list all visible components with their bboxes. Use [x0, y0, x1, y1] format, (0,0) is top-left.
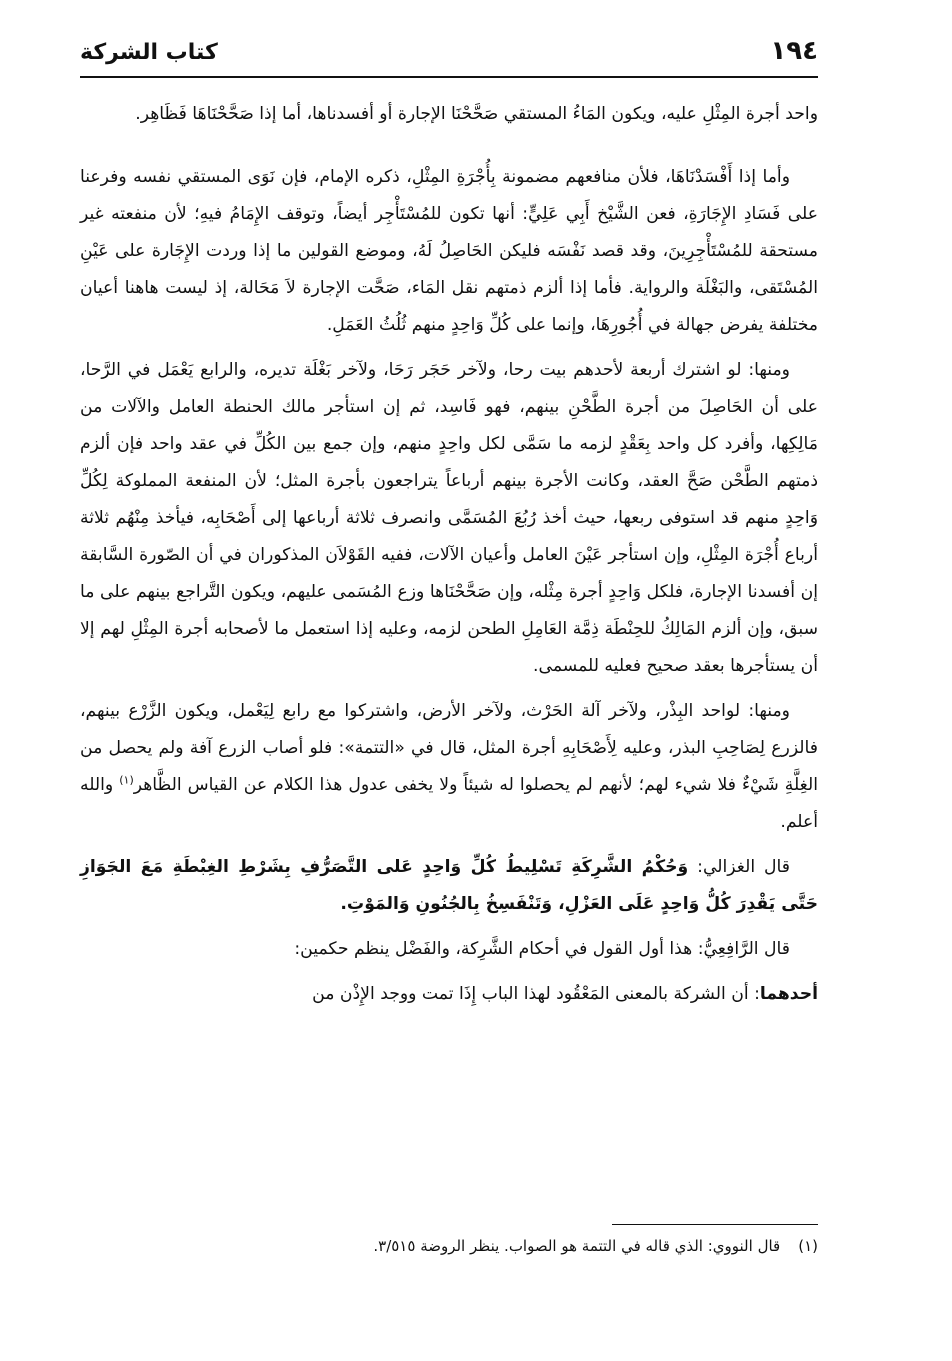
paragraph-7-text: : أن الشركة بالمعنى المَعْقُود لهذا الباب إِذَا تمت ووجد الإِذْن من — [312, 984, 760, 1004]
body-text — [80, 96, 818, 1021]
paragraph-2: وأما إذا أَفْسَدْنَاهَا، فلأن منافعهم مضمونة بِأُجْرَةِ المِثْلِ، ذكره الإمام، فإن نَوَى المستقي نفسه وفرعنا على فَسَادِ الإِجَارَةِ، فعن الشَّيْخ أَبِي عَلِيٍّ: أنها تكون للمُسْتَأْجِر أيضاً، وتوقف الإِمَامُ فيهِ؛ لأن منفعته غير مستحقة للمُسْتَأْجِرِينَ، وقد قصد نَفْسَه فليكن الحَاصِلُ لَهُ، وموضع القولين ما إذا وردت الإِجَارة على عَيْنِ المُسْتَقى، والبَغْلَة والرواية. فأما إذا ألزم ذمتهم نقل المَاء، صَحَّت الإجارة لاَ مَحَالة، إذ ليست هاهنا أعيان مختلفة يفرض جهالة في أُجُورِهَا، وإنما على كُلِّ وَاحِدٍ منهم ثُلُثُ العَمَلِ. — [80, 167, 818, 335]
paragraph-3: ومنها: لو اشترك أربعة لأحدهم بيت رحا، ولآخر حَجَر رَحَا، ولآخر بَغْلَة تديره، والرابع يَعْمَل في الرَّحا، على أن الحَاصِلَ من أجرة الطَّحْنِ بينهم، فهو فَاسِد، ثم إن استأجر مالك الحنطة العامل والآلات من مَالِكِها، وأفرد كل واحد بِعَقْدٍ لزمه ما سَمَّى لكل واحِدٍ منهم، وإن جمع بين الكُلِّ في عقد واحد فإن ألزم ذمتهم الطَّحْن صَحَّ العقد، وكانت الأجرة بينهم أرباعاً يتراجعون بأجرة المثل؛ لأن المنفعة المملوكة لِكُلِّ وَاحِدٍ منهم قد استوفى ربعها، حيث أخذ رُبُعَ المُسَمَّى وانصرف ثلاثة أرباعها إلى أَصْحَابِه، فيأخذ مِنْهُم ثلاثة أرباع أُجْرَة المِثْلِ، وإن استأجر عَيْنَ العامل وأعيان الآلات، ففيه القَوْلاَن المذكوران في أن الصّورة السَّابقة إن أفسدنا الإجارة، فلكل وَاحِدٍ أجرة مِثْله، وإن صَحَّحْنَاها وزع المُسَمى عليهم، ويكون التَّراجع بينهم على ما سبق، وإن ألزم المَالِكُ للحِنْطَة ذِمَّة العَامِلِ الطحن لزمه، وعليه إذا استعمل ما لأصحابه أجرة المِثْلِ لهم إلا أن يستأجرها بعقد صحيح فعليه للمسمى. — [80, 360, 818, 676]
footnote-rule — [612, 1224, 818, 1225]
header-rule — [80, 76, 818, 78]
paragraph-7-label: أحدهما — [759, 984, 818, 1004]
footnote-marker: (١) — [119, 773, 134, 787]
paragraph-7 — [80, 976, 818, 1013]
footnote-number: (١) — [798, 1237, 818, 1255]
running-title: كتاب الشركة — [80, 40, 218, 65]
ghazali-text: وَحُكْمُ الشَّرِكَةِ تَسْلِيطُ كُلِّ وَاحِدٍ عَلى التَّصَرُّفِ بِشَرْطِ الغِبْطَةِ مَعَ الجَوَازِ حَتَّى يَقْدِرَ كُلُّ وَاحِدٍ عَلَى العَزْلِ، وَتَنْفَسِخُ بِالجُنُونِ وَالمَوْتِ. — [80, 857, 818, 914]
footnote-text: قال النووي: الذي قاله في التتمة هو الصواب. ينظر الروضة ٣/٥١٥. — [373, 1237, 781, 1255]
page-number: ١٩٤ — [770, 36, 818, 66]
paragraph-4-end: والله أعلم. — [80, 775, 818, 832]
paragraph-4-text: ومنها: لواحد البِذْر، ولآخر آلة الحَرْث، ولآخر الأرض، واشتركوا مع رابع لِيَعْمل، ويكون الزَّرْع بينهم، فالزرع لِصَاحِبِ البذر، وعليه لِأَصْحَابِهِ أجرة المثل، قال في «التتمة»: فلو أصاب الزرع آفة ولم يحصل من الغِلَّةِ شَيْءٌ فلا شيء لهم؛ لأنهم لم يحصلوا له شيئاً ولا يخفى عدول هذا الكلام عن القياس الظَّاهر — [80, 701, 818, 795]
paragraph-4 — [80, 693, 818, 841]
paragraph-1: واحد أجرة المِثْلِ عليه، ويكون المَاءُ المستقي صَحَّحْنَا الإجارة أو أفسدناها، أما إذا صَحَّحْنَاهَا فَظَاهِر. — [135, 104, 818, 124]
ghazali-lead: قال الغزالي: — [688, 857, 790, 877]
page-header — [80, 34, 818, 74]
paragraph-6: قال الرَّافِعِيُّ: هذا أول القول في أحكام الشَّرِكة، والفَضْل ينظم حكمين: — [294, 939, 790, 959]
footnote — [80, 1232, 818, 1260]
ghazali-quote — [80, 849, 818, 923]
